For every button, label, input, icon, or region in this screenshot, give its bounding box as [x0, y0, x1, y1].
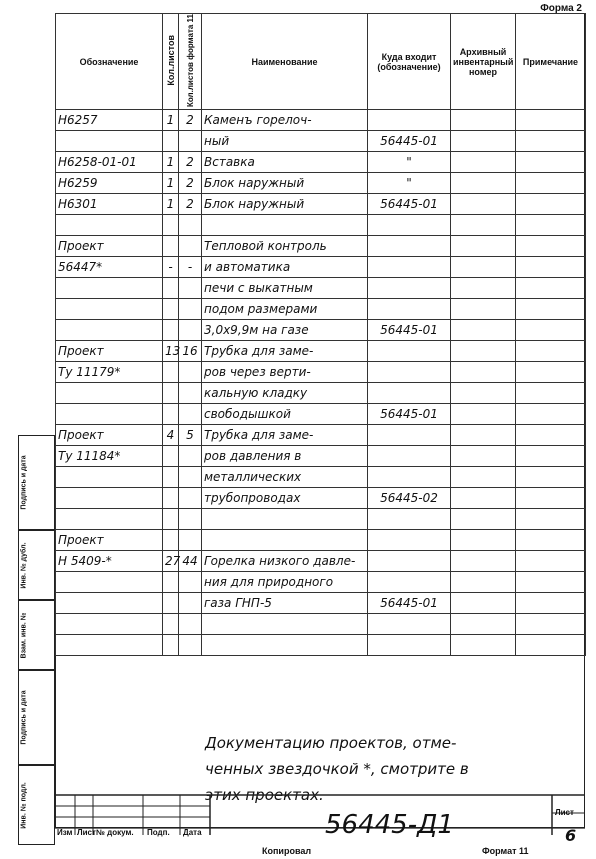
- sheets-cell: -: [163, 257, 179, 278]
- designation-cell: Н6301: [56, 194, 163, 215]
- designation-cell: [56, 299, 163, 320]
- sheets-cell: [163, 278, 179, 299]
- archive-cell: [451, 236, 516, 257]
- name-cell: [202, 509, 368, 530]
- table-header-row: [56, 14, 586, 110]
- table-row: [56, 425, 586, 446]
- sheets-cell: 1: [163, 173, 179, 194]
- sheets-cell: [163, 614, 179, 635]
- designation-cell: [56, 278, 163, 299]
- archive-cell: [451, 404, 516, 425]
- designation-cell: [56, 404, 163, 425]
- footnote-line: ченных звездочкой *, смотрите в: [205, 760, 469, 778]
- name-cell: трубопроводах: [202, 488, 368, 509]
- table-row: [56, 404, 586, 425]
- note-cell: [516, 299, 586, 320]
- note-cell: [516, 383, 586, 404]
- stamp-podp: Подп.: [147, 828, 170, 837]
- format-cell: 44: [179, 551, 202, 572]
- table-row: [56, 236, 586, 257]
- header-where-used: Куда входит (обозначение): [368, 14, 451, 110]
- archive-cell: [451, 425, 516, 446]
- spec-table: [55, 13, 586, 656]
- where-used-cell: 56445-01: [368, 131, 451, 152]
- where-used-cell: 56445-02: [368, 488, 451, 509]
- archive-cell: [451, 341, 516, 362]
- table-row: [56, 278, 586, 299]
- side-label: Инв. № дубл.: [20, 541, 28, 589]
- where-used-cell: [368, 635, 451, 656]
- archive-cell: [451, 299, 516, 320]
- name-cell: металлических: [202, 467, 368, 488]
- note-cell: [516, 593, 586, 614]
- sheets-cell: 1: [163, 110, 179, 131]
- where-used-cell: [368, 383, 451, 404]
- where-used-cell: ": [368, 173, 451, 194]
- note-cell: [516, 614, 586, 635]
- note-cell: [516, 551, 586, 572]
- where-used-cell: [368, 530, 451, 551]
- name-cell: 3,0х9,9м на газе: [202, 320, 368, 341]
- note-cell: [516, 320, 586, 341]
- archive-cell: [451, 635, 516, 656]
- where-used-cell: [368, 446, 451, 467]
- format-cell: [179, 509, 202, 530]
- format-cell: [179, 593, 202, 614]
- format-cell: [179, 236, 202, 257]
- designation-cell: [56, 572, 163, 593]
- format-cell: 2: [179, 152, 202, 173]
- stamp-list: Лист: [77, 828, 96, 837]
- header-sheets: Кол.листов: [163, 14, 179, 110]
- note-cell: [516, 110, 586, 131]
- note-cell: [516, 257, 586, 278]
- where-used-cell: [368, 110, 451, 131]
- table-row: [56, 635, 586, 656]
- designation-cell: Н 5409-*: [56, 551, 163, 572]
- header-name: Наименование: [202, 14, 368, 110]
- name-cell: ров давления в: [202, 446, 368, 467]
- sheet-number: 6: [565, 826, 577, 845]
- table-row: [56, 551, 586, 572]
- name-cell: подом размерами: [202, 299, 368, 320]
- archive-cell: [451, 362, 516, 383]
- note-cell: [516, 488, 586, 509]
- designation-cell: [56, 488, 163, 509]
- name-cell: Блок наружный: [202, 173, 368, 194]
- table-row: [56, 299, 586, 320]
- sheets-cell: [163, 509, 179, 530]
- sheets-cell: [163, 530, 179, 551]
- archive-cell: [451, 572, 516, 593]
- stamp-izm: Изм: [57, 828, 73, 837]
- designation-cell: [56, 320, 163, 341]
- where-used-cell: 56445-01: [368, 320, 451, 341]
- table-row: [56, 572, 586, 593]
- where-used-cell: [368, 509, 451, 530]
- designation-cell: Н6257: [56, 110, 163, 131]
- name-cell: Горелка низкого давле-: [202, 551, 368, 572]
- note-cell: [516, 446, 586, 467]
- format-cell: -: [179, 257, 202, 278]
- designation-cell: [56, 215, 163, 236]
- sheets-cell: [163, 488, 179, 509]
- name-cell: Вставка: [202, 152, 368, 173]
- note-cell: [516, 404, 586, 425]
- note-cell: [516, 341, 586, 362]
- where-used-cell: [368, 299, 451, 320]
- archive-cell: [451, 614, 516, 635]
- sheet-label: Лист: [555, 808, 574, 817]
- sheets-cell: [163, 236, 179, 257]
- designation-cell: Ту 11179*: [56, 362, 163, 383]
- format-cell: [179, 467, 202, 488]
- table-row: [56, 614, 586, 635]
- format-cell: 16: [179, 341, 202, 362]
- note-cell: [516, 530, 586, 551]
- sheets-cell: [163, 404, 179, 425]
- designation-cell: Н6259: [56, 173, 163, 194]
- archive-cell: [451, 110, 516, 131]
- designation-cell: Н6258-01-01: [56, 152, 163, 173]
- archive-cell: [451, 593, 516, 614]
- note-cell: [516, 509, 586, 530]
- note-cell: [516, 362, 586, 383]
- archive-cell: [451, 152, 516, 173]
- footnote-line: этих проектах.: [205, 786, 324, 804]
- side-label: Подпись и дата: [20, 455, 28, 510]
- format-cell: 2: [179, 110, 202, 131]
- note-cell: [516, 194, 586, 215]
- table-row: [56, 131, 586, 152]
- archive-cell: [451, 551, 516, 572]
- designation-cell: [56, 509, 163, 530]
- where-used-cell: 56445-01: [368, 194, 451, 215]
- where-used-cell: [368, 215, 451, 236]
- sheets-cell: 27: [163, 551, 179, 572]
- sheets-cell: [163, 467, 179, 488]
- name-cell: Блок наружный: [202, 194, 368, 215]
- sheets-cell: [163, 320, 179, 341]
- header-note: Примечание: [516, 14, 586, 110]
- note-cell: [516, 215, 586, 236]
- table-row: [56, 110, 586, 131]
- note-cell: [516, 236, 586, 257]
- where-used-cell: ": [368, 152, 451, 173]
- note-cell: [516, 173, 586, 194]
- table-row: [56, 509, 586, 530]
- name-cell: свободышкой: [202, 404, 368, 425]
- where-used-cell: [368, 236, 451, 257]
- table-row: [56, 446, 586, 467]
- footnote-line: Документацию проектов, отме-: [205, 734, 457, 752]
- where-used-cell: [368, 551, 451, 572]
- archive-cell: [451, 257, 516, 278]
- archive-cell: [451, 278, 516, 299]
- name-cell: кальную кладку: [202, 383, 368, 404]
- header-designation: Обозначение: [56, 14, 163, 110]
- table-row: [56, 152, 586, 173]
- table-row: [56, 383, 586, 404]
- note-cell: [516, 278, 586, 299]
- sheets-cell: 13: [163, 341, 179, 362]
- where-used-cell: [368, 425, 451, 446]
- format-cell: [179, 404, 202, 425]
- archive-cell: [451, 488, 516, 509]
- format-cell: [179, 215, 202, 236]
- name-cell: [202, 530, 368, 551]
- note-cell: [516, 635, 586, 656]
- name-cell: ный: [202, 131, 368, 152]
- table-row: [56, 530, 586, 551]
- table-row: [56, 173, 586, 194]
- where-used-cell: [368, 257, 451, 278]
- format-cell: [179, 131, 202, 152]
- note-cell: [516, 467, 586, 488]
- designation-cell: [56, 593, 163, 614]
- archive-cell: [451, 467, 516, 488]
- sheets-cell: 1: [163, 194, 179, 215]
- header-archive: Архивный инвентарный номер: [451, 14, 516, 110]
- name-cell: и автоматика: [202, 257, 368, 278]
- archive-cell: [451, 320, 516, 341]
- where-used-cell: [368, 572, 451, 593]
- table-row: [56, 257, 586, 278]
- archive-cell: [451, 383, 516, 404]
- archive-cell: [451, 509, 516, 530]
- title-block: [55, 795, 585, 845]
- sheets-cell: [163, 572, 179, 593]
- designation-cell: Ту 11184*: [56, 446, 163, 467]
- designation-cell: Проект: [56, 530, 163, 551]
- note-cell: [516, 425, 586, 446]
- side-label: Взам. инв. №: [20, 612, 28, 658]
- name-cell: [202, 614, 368, 635]
- table-row: [56, 593, 586, 614]
- sheets-cell: [163, 593, 179, 614]
- archive-cell: [451, 446, 516, 467]
- where-used-cell: [368, 341, 451, 362]
- sheets-cell: [163, 215, 179, 236]
- sheets-cell: [163, 383, 179, 404]
- where-used-cell: 56445-01: [368, 404, 451, 425]
- table-row: [56, 215, 586, 236]
- format-cell: [179, 299, 202, 320]
- format-cell: 5: [179, 425, 202, 446]
- archive-cell: [451, 194, 516, 215]
- name-cell: Трубка для заме-: [202, 341, 368, 362]
- where-used-cell: 56445-01: [368, 593, 451, 614]
- table-row: [56, 341, 586, 362]
- side-label: Подпись и дата: [20, 690, 28, 745]
- name-cell: печи с выкатным: [202, 278, 368, 299]
- stamp-doc: № докум.: [96, 828, 134, 837]
- designation-cell: [56, 383, 163, 404]
- designation-cell: 56447*: [56, 257, 163, 278]
- note-cell: [516, 572, 586, 593]
- format-cell: [179, 572, 202, 593]
- where-used-cell: [368, 278, 451, 299]
- table-row: [56, 194, 586, 215]
- side-label: Инв. № подл.: [20, 781, 28, 829]
- format-cell: 2: [179, 194, 202, 215]
- sheets-cell: [163, 131, 179, 152]
- where-used-cell: [368, 614, 451, 635]
- note-cell: [516, 152, 586, 173]
- archive-cell: [451, 131, 516, 152]
- format-cell: [179, 278, 202, 299]
- header-format11: Кол.листов формата 11: [179, 14, 202, 110]
- name-cell: газа ГНП-5: [202, 593, 368, 614]
- designation-cell: [56, 614, 163, 635]
- designation-cell: [56, 467, 163, 488]
- form-label: Форма 2: [540, 3, 582, 14]
- format-cell: [179, 362, 202, 383]
- stamp-data: Дата: [183, 828, 202, 837]
- format-cell: 2: [179, 173, 202, 194]
- designation-cell: [56, 635, 163, 656]
- name-cell: ния для природного: [202, 572, 368, 593]
- format-cell: [179, 488, 202, 509]
- name-cell: [202, 215, 368, 236]
- archive-cell: [451, 530, 516, 551]
- format-cell: [179, 614, 202, 635]
- where-used-cell: [368, 362, 451, 383]
- table-row: [56, 488, 586, 509]
- name-cell: Трубка для заме-: [202, 425, 368, 446]
- note-cell: [516, 131, 586, 152]
- format-cell: [179, 320, 202, 341]
- table-row: [56, 320, 586, 341]
- designation-cell: Проект: [56, 341, 163, 362]
- format-cell: [179, 383, 202, 404]
- archive-cell: [451, 215, 516, 236]
- document-number: 56445-Д1: [325, 810, 454, 840]
- table-row: [56, 362, 586, 383]
- sheets-cell: [163, 635, 179, 656]
- format-cell: [179, 635, 202, 656]
- sheets-cell: [163, 362, 179, 383]
- name-cell: Тепловой контроль: [202, 236, 368, 257]
- sheets-cell: 1: [163, 152, 179, 173]
- name-cell: ров через верти-: [202, 362, 368, 383]
- sheets-cell: [163, 446, 179, 467]
- designation-cell: Проект: [56, 236, 163, 257]
- side-stamp: [18, 435, 55, 845]
- archive-cell: [451, 173, 516, 194]
- name-cell: Каменъ горелоч-: [202, 110, 368, 131]
- footer-copied: Копировал: [262, 846, 312, 856]
- designation-cell: Проект: [56, 425, 163, 446]
- sheets-cell: 4: [163, 425, 179, 446]
- designation-cell: [56, 131, 163, 152]
- footer-format: Формат 11: [482, 846, 529, 856]
- sheets-cell: [163, 299, 179, 320]
- name-cell: [202, 635, 368, 656]
- format-cell: [179, 530, 202, 551]
- table-row: [56, 467, 586, 488]
- where-used-cell: [368, 467, 451, 488]
- format-cell: [179, 446, 202, 467]
